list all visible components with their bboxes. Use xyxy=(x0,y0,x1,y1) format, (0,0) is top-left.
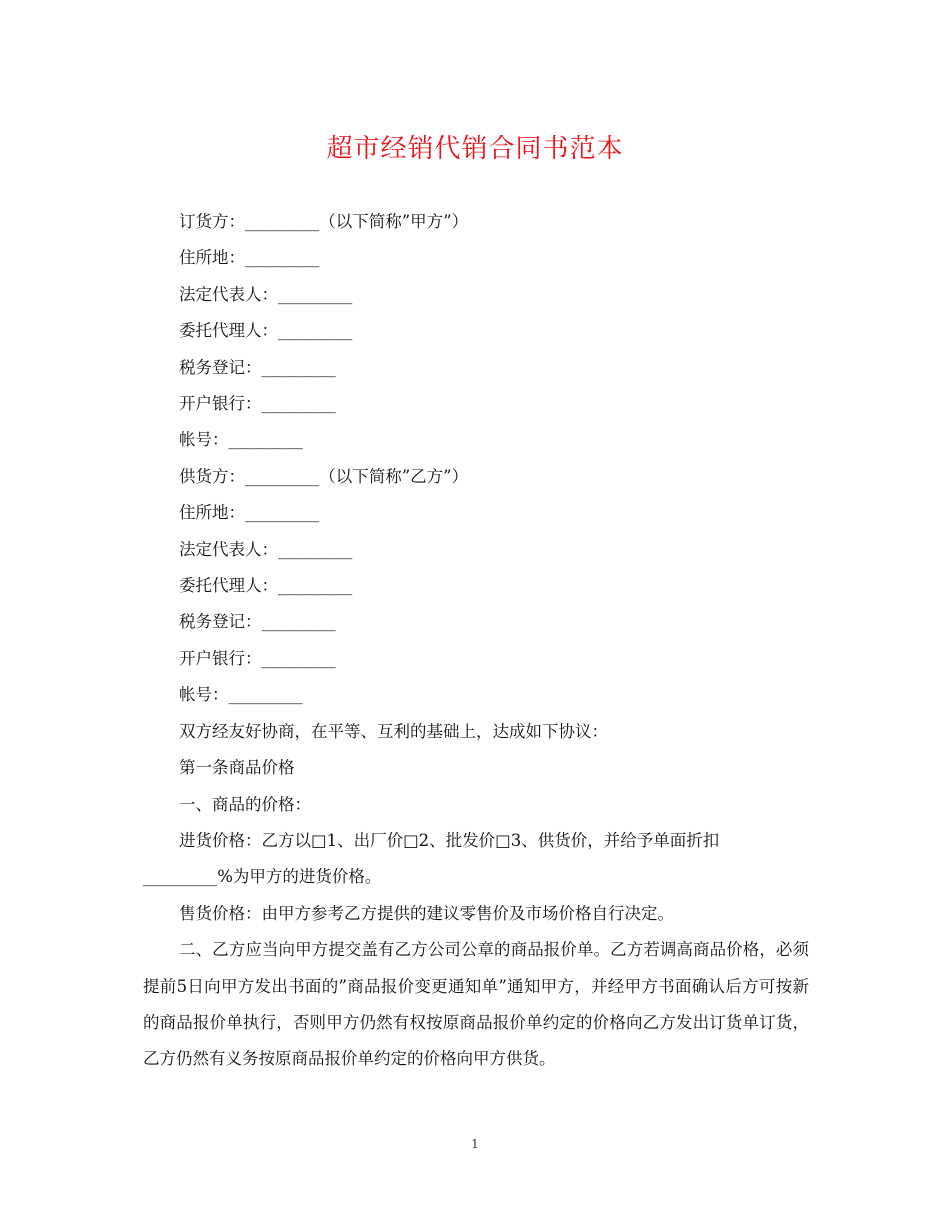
party-b-account: 帐号：_________ xyxy=(179,685,303,705)
purchase-price-line-1: 进货价格：乙方以□1、出厂价□2、批发价□3、供货价，并给予单面折扣 xyxy=(179,830,720,850)
page-number: 1 xyxy=(471,1137,479,1151)
party-a-account: 帐号：_________ xyxy=(179,430,303,450)
article-1-heading: 第一条商品价格 xyxy=(179,758,295,778)
party-a-address: 住所地：_________ xyxy=(179,248,320,268)
party-a-bank: 开户银行：_________ xyxy=(179,394,336,414)
party-b-bank: 开户银行：_________ xyxy=(179,648,336,668)
party-b-address: 住所地：_________ xyxy=(179,503,320,523)
section-1-heading: 一、商品的价格： xyxy=(179,794,311,814)
party-b-agent: 委托代理人：_________ xyxy=(179,576,353,596)
section-2-paragraph: 二、乙方应当向甲方提交盖有乙方公司公章的商品报价单。乙方若调高商品价格，必须提前5日向甲方发出书面的”商品报价变更通知单”通知甲方，并经甲方书面确认后方可按新的商品报价单执行，否则甲方仍然有权按原商品报价单约定的价格向乙方发出订货单订货，乙方仍然有义务按原商品报价单约定的价格向甲方供货。 xyxy=(143,940,809,1069)
party-a-name: 订货方：_________（以下简称”甲方”） xyxy=(179,212,469,231)
party-b-name: 供货方：_________（以下简称”乙方”） xyxy=(179,466,469,486)
purchase-price-line-2: _________%为甲方的进货价格。 xyxy=(143,867,382,887)
sale-price-paragraph: 售货价格：由甲方参考乙方提供的建议零售价及市场价格自行决定。 xyxy=(179,903,674,923)
party-b-tax: 税务登记：_________ xyxy=(179,612,336,632)
party-a-agent: 委托代理人：_________ xyxy=(179,321,353,341)
document-body xyxy=(143,204,809,1078)
party-b-legal-rep: 法定代表人：_________ xyxy=(179,539,353,559)
party-a-tax: 税务登记：_________ xyxy=(179,357,336,377)
party-a-legal-rep: 法定代表人：_________ xyxy=(179,284,353,304)
intro-paragraph: 双方经友好协商，在平等、互利的基础上，达成如下协议： xyxy=(179,721,608,741)
document-title: 超市经销代销合同书范本 xyxy=(326,134,624,164)
